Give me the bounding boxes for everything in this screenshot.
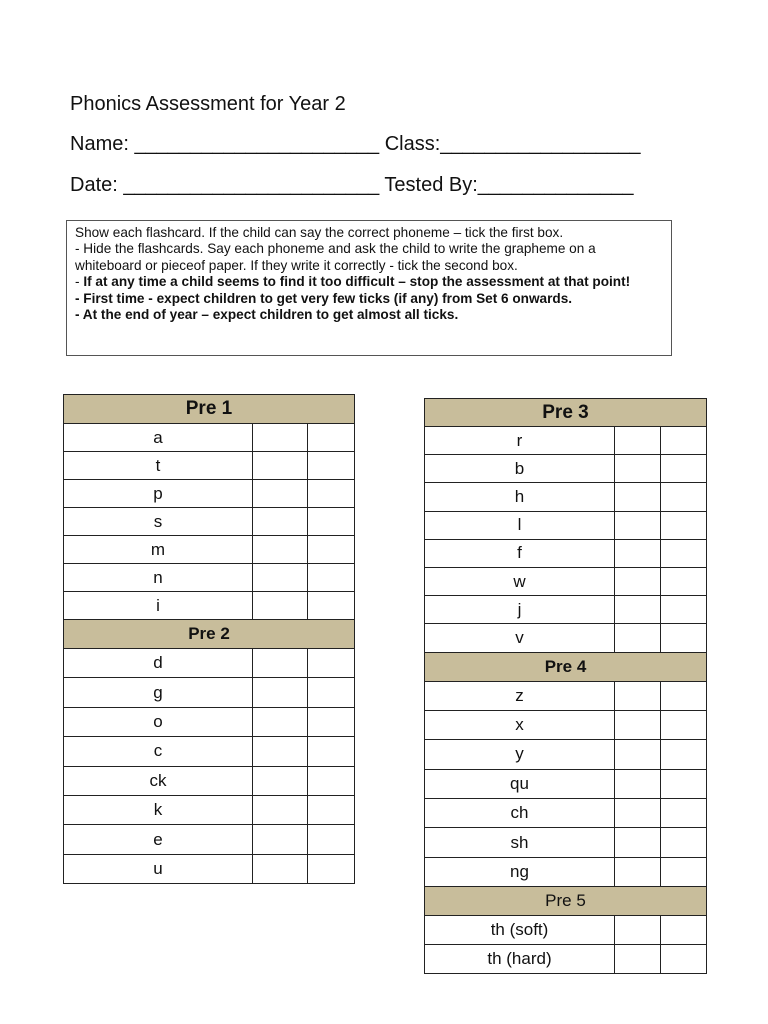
- tick-box-write[interactable]: [308, 536, 355, 564]
- tick-box-say[interactable]: [615, 483, 661, 511]
- instruction-line-6: - At the end of year – expect children to get almost all ticks.: [75, 307, 459, 323]
- instruction-line-4-bold: If at any time a child seems to find it too difficult – stop the assessment at that point!: [83, 274, 631, 290]
- tick-box-write[interactable]: [308, 424, 355, 452]
- grapheme-cell: n: [64, 564, 253, 592]
- table-row: [425, 567, 707, 595]
- table-row: [64, 592, 355, 620]
- tick-box-say[interactable]: [253, 795, 308, 824]
- tick-box-write[interactable]: [661, 769, 707, 798]
- table-row: [425, 596, 707, 624]
- tick-box-write[interactable]: [661, 567, 707, 595]
- grapheme-cell: ng: [425, 857, 615, 886]
- tick-box-write[interactable]: [308, 795, 355, 824]
- table-row: [425, 945, 707, 974]
- grapheme-cell: s: [64, 508, 253, 536]
- section-header-pre-4: [425, 652, 707, 681]
- table-row: [64, 766, 355, 795]
- instruction-line-4-prefix: -: [75, 274, 84, 290]
- tick-box-say[interactable]: [253, 452, 308, 480]
- grapheme-cell: qu: [425, 769, 615, 798]
- section-title: Pre 1: [64, 395, 355, 424]
- table-row: [425, 799, 707, 828]
- section-header-pre-5: [425, 887, 707, 916]
- grapheme-cell: j: [425, 596, 615, 624]
- tick-box-write[interactable]: [661, 427, 707, 455]
- tick-box-write[interactable]: [661, 681, 707, 710]
- tick-box-say[interactable]: [615, 799, 661, 828]
- grapheme-cell: b: [425, 455, 615, 483]
- tick-box-write[interactable]: [308, 592, 355, 620]
- table-row: [425, 483, 707, 511]
- grapheme-cell: sh: [425, 828, 615, 857]
- tick-box-say[interactable]: [615, 857, 661, 886]
- tick-box-write[interactable]: [661, 740, 707, 769]
- grapheme-cell: g: [64, 678, 253, 707]
- tick-box-say[interactable]: [253, 737, 308, 766]
- grapheme-cell: t: [64, 452, 253, 480]
- section-title: Pre 4: [425, 652, 707, 681]
- tick-box-write[interactable]: [308, 649, 355, 678]
- tick-box-say[interactable]: [253, 480, 308, 508]
- date-tested-by-line[interactable]: Date: _______________________ Tested By:______________: [70, 174, 634, 196]
- grapheme-cell: d: [64, 649, 253, 678]
- grapheme-cell: th (soft): [425, 916, 615, 945]
- grapheme-cell: y: [425, 740, 615, 769]
- grapheme-cell: r: [425, 427, 615, 455]
- table-row: [425, 710, 707, 739]
- tick-box-say[interactable]: [253, 854, 308, 883]
- phonics-table-right: [424, 398, 707, 974]
- section-header-pre-1: [64, 395, 355, 424]
- grapheme-cell: c: [64, 737, 253, 766]
- table-row: [64, 825, 355, 854]
- grapheme-cell: v: [425, 624, 615, 652]
- section-title: Pre 2: [64, 620, 355, 649]
- grapheme-cell: p: [64, 480, 253, 508]
- grapheme-cell: l: [425, 511, 615, 539]
- tick-box-write[interactable]: [308, 737, 355, 766]
- table-row: [64, 707, 355, 736]
- instruction-line-1: Show each flashcard. If the child can say the correct phoneme – tick the first box.: [75, 225, 564, 240]
- section-header-pre-3: [425, 399, 707, 427]
- table-row: [64, 854, 355, 883]
- tick-box-say[interactable]: [253, 536, 308, 564]
- tick-box-say[interactable]: [615, 710, 661, 739]
- tick-box-say[interactable]: [253, 424, 308, 452]
- instruction-line-5: - First time - expect children to get very few ticks (if any) from Set 6 onwards.: [75, 290, 573, 306]
- tick-box-say[interactable]: [253, 592, 308, 620]
- tick-box-say[interactable]: [253, 564, 308, 592]
- grapheme-cell: u: [64, 854, 253, 883]
- grapheme-cell: m: [64, 536, 253, 564]
- grapheme-cell: z: [425, 681, 615, 710]
- tick-box-say[interactable]: [615, 769, 661, 798]
- tick-box-say[interactable]: [615, 828, 661, 857]
- tick-box-write[interactable]: [308, 480, 355, 508]
- tick-box-write[interactable]: [308, 508, 355, 536]
- section-title: Pre 3: [425, 399, 707, 427]
- table-row: [425, 916, 707, 945]
- tick-box-write[interactable]: [661, 710, 707, 739]
- table-row: [425, 539, 707, 567]
- instruction-line-4: [75, 274, 662, 290]
- tick-box-say[interactable]: [615, 567, 661, 595]
- tick-box-write[interactable]: [661, 455, 707, 483]
- table-row: [64, 737, 355, 766]
- table-row: [425, 427, 707, 455]
- tick-box-write[interactable]: [661, 828, 707, 857]
- grapheme-cell: w: [425, 567, 615, 595]
- tick-box-write[interactable]: [308, 766, 355, 795]
- table-row: [64, 678, 355, 707]
- table-row: [425, 828, 707, 857]
- tick-box-write[interactable]: [661, 799, 707, 828]
- tick-box-write[interactable]: [661, 916, 707, 945]
- grapheme-cell: x: [425, 710, 615, 739]
- tick-box-write[interactable]: [661, 511, 707, 539]
- tick-box-write[interactable]: [661, 857, 707, 886]
- tick-box-write[interactable]: [661, 596, 707, 624]
- tick-box-say[interactable]: [253, 825, 308, 854]
- grapheme-cell: h: [425, 483, 615, 511]
- section-header-pre-2: [64, 620, 355, 649]
- table-row: [64, 508, 355, 536]
- tick-box-say[interactable]: [615, 945, 661, 974]
- table-row: [425, 511, 707, 539]
- table-row: [64, 452, 355, 480]
- tick-box-say[interactable]: [253, 649, 308, 678]
- table-row: [64, 564, 355, 592]
- tick-box-say[interactable]: [253, 766, 308, 795]
- tick-box-say[interactable]: [615, 511, 661, 539]
- name-class-line[interactable]: Name: ______________________ Class:__________________: [70, 133, 641, 155]
- grapheme-cell: ch: [425, 799, 615, 828]
- tick-box-say[interactable]: [615, 539, 661, 567]
- table-row: [425, 857, 707, 886]
- grapheme-cell: i: [64, 592, 253, 620]
- grapheme-cell: e: [64, 825, 253, 854]
- instruction-line-2: - Hide the flashcards. Say each phoneme and ask the child to write the grapheme on a: [75, 241, 596, 257]
- grapheme-cell: a: [64, 424, 253, 452]
- tick-box-say[interactable]: [253, 707, 308, 736]
- tick-box-write[interactable]: [308, 707, 355, 736]
- page-title: Phonics Assessment for Year 2: [70, 93, 346, 115]
- instruction-line-3: whiteboard or pieceof paper. If they write it correctly - tick the second box.: [75, 257, 518, 273]
- grapheme-cell: ck: [64, 766, 253, 795]
- tick-box-write[interactable]: [308, 564, 355, 592]
- tick-box-say[interactable]: [615, 740, 661, 769]
- table-row: [64, 536, 355, 564]
- tick-box-write[interactable]: [661, 624, 707, 652]
- table-row: [425, 740, 707, 769]
- tick-box-say[interactable]: [615, 681, 661, 710]
- tick-box-say[interactable]: [615, 624, 661, 652]
- tick-box-say[interactable]: [253, 508, 308, 536]
- tick-box-write[interactable]: [661, 945, 707, 974]
- phonics-table-left: [63, 394, 355, 884]
- table-row: [64, 424, 355, 452]
- section-title: Pre 5: [425, 887, 707, 916]
- grapheme-cell: f: [425, 539, 615, 567]
- table-row: [64, 795, 355, 824]
- tick-box-say[interactable]: [615, 455, 661, 483]
- tick-box-write[interactable]: [308, 452, 355, 480]
- tick-box-write[interactable]: [661, 483, 707, 511]
- table-row: [425, 624, 707, 652]
- tick-box-say[interactable]: [615, 427, 661, 455]
- table-row: [425, 455, 707, 483]
- tick-box-write[interactable]: [308, 825, 355, 854]
- tick-box-say[interactable]: [615, 596, 661, 624]
- instructions-box: [66, 220, 672, 356]
- tick-box-write[interactable]: [308, 854, 355, 883]
- tick-box-say[interactable]: [615, 916, 661, 945]
- tick-box-write[interactable]: [308, 678, 355, 707]
- grapheme-cell: th (hard): [425, 945, 615, 974]
- table-row: [425, 681, 707, 710]
- tick-box-say[interactable]: [253, 678, 308, 707]
- grapheme-cell: k: [64, 795, 253, 824]
- grapheme-cell: o: [64, 707, 253, 736]
- table-row: [64, 649, 355, 678]
- table-row: [425, 769, 707, 798]
- table-row: [64, 480, 355, 508]
- tick-box-write[interactable]: [661, 539, 707, 567]
